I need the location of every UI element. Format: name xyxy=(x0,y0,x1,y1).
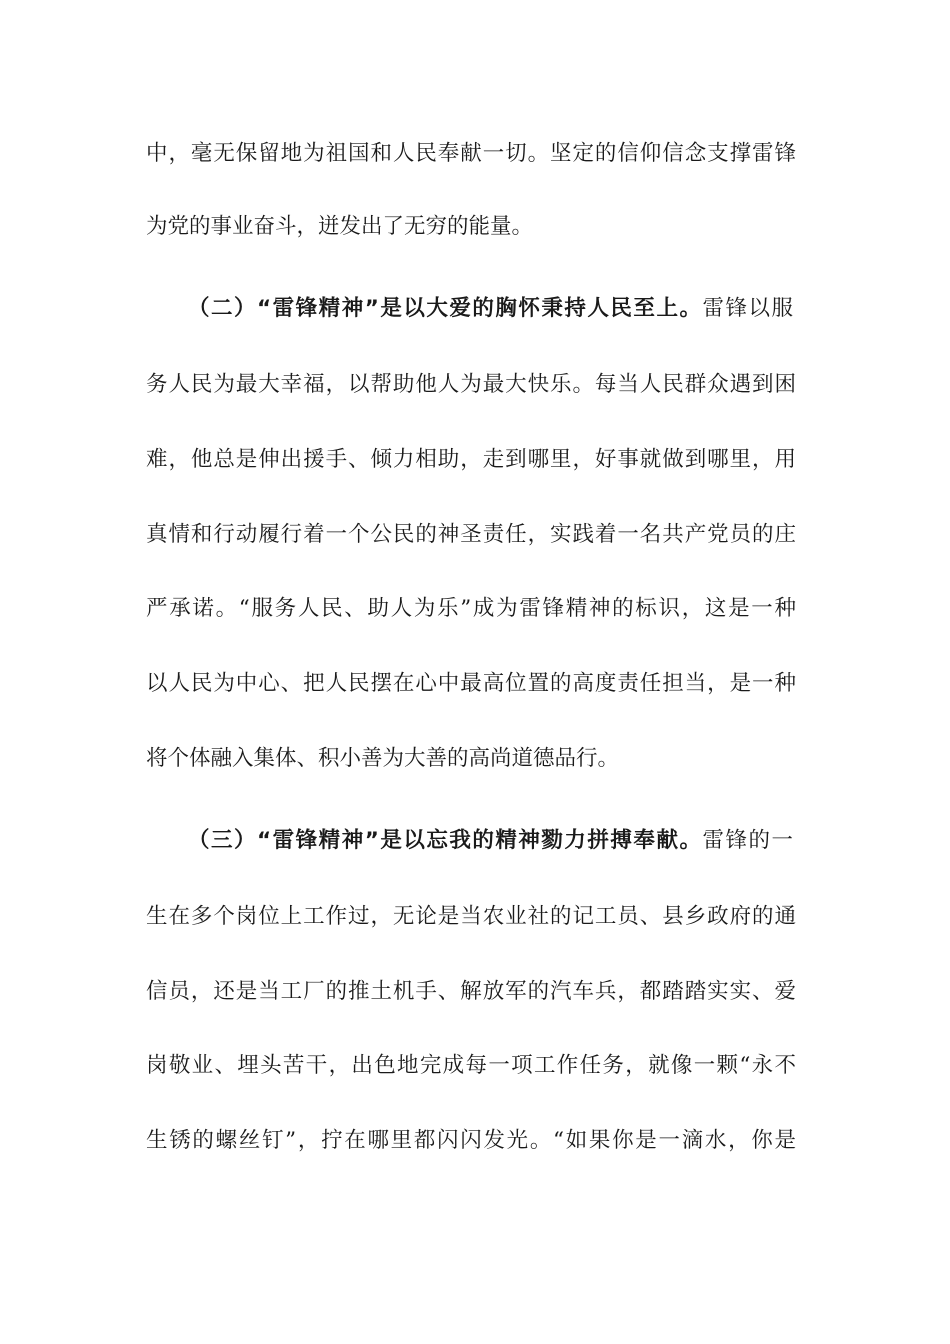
paragraph-line: 将个体融入集体、积小善为大善的高尚道德品行。 xyxy=(146,746,620,771)
paragraph-line: 为党的事业奋斗，迸发出了无穷的能量。 xyxy=(146,214,534,239)
section-heading-line xyxy=(188,294,793,324)
heading-continuation: 雷锋以服 xyxy=(702,296,793,321)
paragraph-line: 真情和行动履行着一个公民的神圣责任，实践着一名共产党员的庄 xyxy=(146,522,796,547)
section-heading-2: （二）“雷锋精神”是以大爱的胸怀秉持人民至上。 xyxy=(188,296,703,321)
paragraph-line: 岗敬业、埋头苦干，出色地完成每一项工作任务，就像一颗“永不 xyxy=(146,1053,796,1078)
paragraph-line: 难，他总是伸出援手、倾力相助，走到哪里，好事就做到哪里，用 xyxy=(146,447,796,472)
paragraph-line: 以人民为中心、把人民摆在心中最高位置的高度责任担当，是一种 xyxy=(146,671,796,696)
paragraph-line: 生锈的螺丝钉”，拧在哪里都闪闪发光。“如果你是一滴水，你是 xyxy=(146,1128,796,1153)
paragraph-line: 生在多个岗位上工作过，无论是当农业社的记工员、县乡政府的通 xyxy=(146,904,796,929)
paragraph-line: 信员，还是当工厂的推土机手、解放军的汽车兵，都踏踏实实、爱 xyxy=(146,979,796,1004)
paragraph-line: 中，毫无保留地为祖国和人民奉献一切。坚定的信仰信念支撑雷锋 xyxy=(146,141,796,166)
paragraph-line: 务人民为最大幸福，以帮助他人为最大快乐。每当人民群众遇到困 xyxy=(146,372,796,397)
paragraph-line: 严承诺。“服务人民、助人为乐”成为雷锋精神的标识，这是一种 xyxy=(146,596,796,621)
heading-continuation: 雷锋的一 xyxy=(702,828,793,853)
section-heading-line xyxy=(188,826,793,856)
section-heading-3: （三）“雷锋精神”是以忘我的精神勠力拼搏奉献。 xyxy=(188,828,703,853)
